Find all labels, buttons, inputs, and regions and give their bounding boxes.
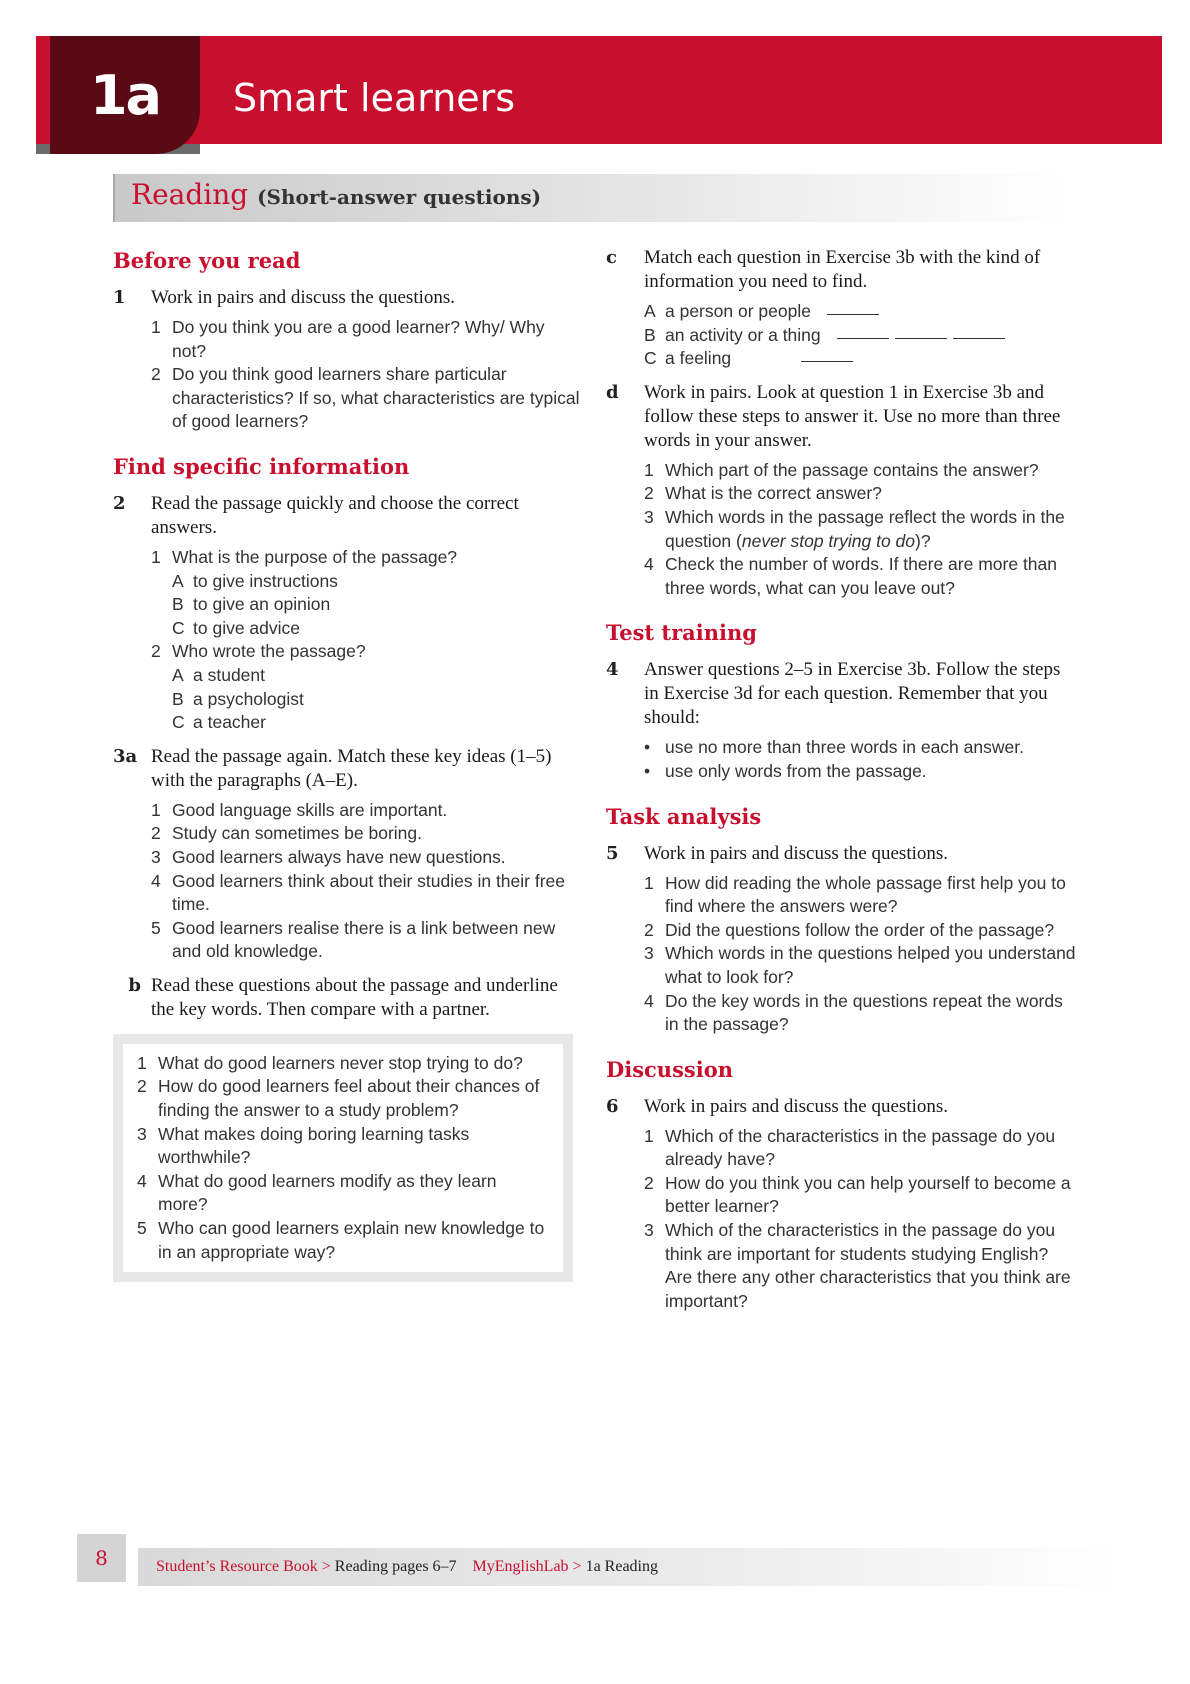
- item-text: Good learners always have new questions.: [172, 846, 506, 867]
- item-number: 3: [151, 846, 161, 867]
- item-number: 4: [644, 554, 654, 575]
- option-text: a psychologist: [193, 688, 304, 709]
- list-item: [644, 347, 1076, 371]
- exercise-number: 6: [606, 1095, 619, 1117]
- exercise-number: 5: [606, 842, 619, 864]
- box-question: [137, 1217, 549, 1264]
- exercise-2-items: [151, 546, 583, 735]
- item-text-wrap: [665, 506, 1076, 553]
- item-text: Good learners realise there is a link between new and old knowledge.: [172, 917, 556, 962]
- list-item: [644, 990, 1076, 1037]
- item-text: Did the questions follow the order of the passage?: [665, 919, 1055, 940]
- bullet-text: use only words from the passage.: [665, 760, 927, 781]
- list-item: [644, 872, 1076, 919]
- option: [172, 570, 583, 594]
- item-italic: never stop trying to do: [741, 530, 916, 551]
- bullet-item: [644, 760, 1076, 784]
- left-column: [113, 246, 583, 1282]
- option: [172, 711, 583, 735]
- exercise-3b: [113, 974, 583, 1022]
- item-number: 2: [137, 1076, 147, 1097]
- list-item: [644, 506, 1076, 553]
- list-item: [151, 846, 583, 870]
- list-item: [151, 640, 583, 664]
- answer-blank[interactable]: [827, 300, 879, 315]
- right-column: [606, 246, 1076, 1313]
- item-text: Who can good learners explain new knowledge to in an appropriate way?: [158, 1218, 545, 1262]
- item-text-after: )?: [915, 530, 931, 551]
- list-item: [644, 553, 1076, 600]
- list-item: [151, 363, 583, 434]
- option: [172, 688, 583, 712]
- item-number: 4: [644, 990, 654, 1011]
- list-item: [151, 546, 583, 570]
- item-number: 3: [644, 1220, 654, 1241]
- item-letter: B: [644, 324, 656, 345]
- item-text: Which of the characteristics in the passage do you already have?: [665, 1125, 1056, 1170]
- item-number: 2: [644, 919, 654, 940]
- list-item: [151, 316, 583, 363]
- item-text: a person or people: [665, 301, 811, 321]
- footer-breadcrumb: [138, 1548, 1118, 1586]
- option-letter: C: [172, 617, 185, 638]
- bullet-text: use no more than three words in each answer.: [665, 737, 1024, 758]
- item-letter: A: [644, 301, 656, 321]
- bullet-item: [644, 736, 1076, 760]
- exercise-number: 3a: [113, 745, 138, 767]
- item-text: What is the correct answer?: [665, 483, 882, 504]
- option: [172, 593, 583, 617]
- list-item: [151, 917, 583, 964]
- heading-task-analysis: Task analysis: [606, 803, 762, 829]
- unit-title: Smart learners: [233, 76, 516, 120]
- answer-blank[interactable]: [801, 347, 853, 362]
- item-number: 1: [151, 799, 161, 820]
- exercise-3d: [606, 381, 1076, 453]
- breadcrumb-myenglishlab[interactable]: MyEnglishLab: [472, 1558, 569, 1575]
- list-item: [644, 300, 1076, 324]
- exercise-5: [606, 842, 1076, 866]
- exercise-number: 1: [113, 287, 126, 308]
- option-text: to give instructions: [193, 570, 338, 591]
- item-number: 1: [644, 459, 654, 480]
- section-title: Reading: [131, 178, 249, 211]
- breadcrumb-resource-book[interactable]: Student’s Resource Book: [156, 1558, 318, 1575]
- exercise-3d-items: [644, 459, 1076, 601]
- exercise-instruction: Work in pairs and discuss the questions.: [151, 287, 456, 308]
- heading-find-specific: Find specific information: [113, 453, 410, 479]
- list-item: [644, 1125, 1076, 1172]
- exercise-6: [606, 1095, 1076, 1119]
- item-number: 2: [644, 483, 654, 504]
- box-question: [137, 1075, 549, 1122]
- option-letter: C: [172, 712, 185, 733]
- item-text: What do good learners never stop trying to do?: [158, 1052, 523, 1073]
- item-text: Which words in the passage reflect the words in the question (: [665, 506, 1065, 551]
- exercise-instruction: Answer questions 2–5 in Exercise 3b. Follow the steps in Exercise 3d for each question. Remember that you should:: [644, 659, 1061, 729]
- list-item: [644, 1172, 1076, 1219]
- option-letter: B: [172, 688, 184, 709]
- option-letter: A: [172, 570, 184, 591]
- item-text: Do you think you are a good learner? Why/ Why not?: [172, 317, 545, 361]
- item-number: 2: [644, 1172, 654, 1193]
- exercise-5-items: [644, 872, 1076, 1037]
- item-number: 1: [151, 317, 161, 337]
- exercise-number: 2: [113, 492, 126, 514]
- breadcrumb-separator: >: [572, 1558, 582, 1575]
- item-text: Which part of the passage contains the answer?: [665, 459, 1039, 480]
- exercise-3c-items: [644, 300, 1076, 371]
- exercise-1: [113, 286, 583, 310]
- list-item: [644, 459, 1076, 483]
- list-item: [644, 482, 1076, 506]
- section-subtitle: (Short-answer questions): [257, 185, 542, 209]
- exercise-6-items: [644, 1125, 1076, 1314]
- item-number: 3: [137, 1123, 147, 1144]
- list-item: [644, 324, 1076, 348]
- item-text: What do good learners modify as they learn more?: [158, 1170, 497, 1215]
- exercise-number: c: [606, 247, 617, 268]
- questions-box: [113, 1034, 573, 1282]
- box-question: [137, 1170, 549, 1217]
- item-number: 2: [151, 641, 161, 662]
- exercise-1-items: [151, 316, 583, 434]
- item-text: What is the purpose of the passage?: [172, 546, 458, 567]
- exercise-3c: [606, 246, 1076, 294]
- exercise-3a-items: [151, 799, 583, 964]
- item-text: Do you think good learners share particular characteristics? If so, what characteristics are typical of good learners?: [172, 364, 580, 432]
- option-text: to give an opinion: [193, 594, 331, 615]
- options: [172, 570, 583, 641]
- item-text: a feeling: [665, 348, 732, 369]
- item-text: an activity or a thing: [665, 324, 821, 345]
- item-text: Good learners think about their studies in their free time.: [172, 870, 565, 915]
- option-text: a student: [193, 664, 265, 685]
- item-number: 2: [151, 823, 161, 844]
- item-text: Good language skills are important.: [172, 799, 448, 820]
- item-text: How do you think you can help yourself to become a better learner?: [665, 1172, 1071, 1217]
- heading-test-training: Test training: [606, 620, 757, 646]
- option-letter: A: [172, 664, 184, 685]
- section-title-wrap: [131, 178, 541, 211]
- item-number: 1: [151, 546, 161, 567]
- item-letter: C: [644, 348, 657, 369]
- answer-blank[interactable]: [837, 324, 889, 339]
- exercise-4: [606, 658, 1076, 730]
- item-text: Who wrote the passage?: [172, 641, 366, 662]
- item-text: What makes doing boring learning tasks worthwhile?: [158, 1123, 470, 1168]
- unit-number: 1a: [50, 36, 200, 154]
- box-question: [137, 1123, 549, 1170]
- item-text: Which words in the questions helped you understand what to look for?: [665, 943, 1076, 987]
- list-item: [644, 919, 1076, 943]
- item-number: 5: [151, 917, 161, 938]
- exercise-instruction: Read these questions about the passage and underline the key words. Then compare with a partner.: [151, 974, 558, 1020]
- item-number: 5: [137, 1218, 147, 1239]
- item-number: 3: [644, 943, 654, 964]
- option-text: a teacher: [193, 712, 266, 733]
- item-number: 1: [644, 1125, 654, 1146]
- breadcrumb-1a-reading[interactable]: 1a Reading: [585, 1558, 658, 1575]
- bullet-icon: •: [644, 737, 651, 758]
- list-item: [151, 799, 583, 823]
- item-text: Which of the characteristics in the passage do you think are important for students studying English? Are there any other characteristics that you think are important?: [665, 1220, 1071, 1311]
- item-number: 1: [137, 1052, 147, 1073]
- option: [172, 617, 583, 641]
- item-number: 4: [151, 870, 161, 891]
- questions-box-inner: [123, 1044, 563, 1272]
- page-number: 8: [77, 1534, 126, 1582]
- option-text: to give advice: [193, 617, 301, 638]
- answer-blank[interactable]: [953, 324, 1005, 339]
- exercise-number: 4: [606, 659, 619, 681]
- item-text: Study can sometimes be boring.: [172, 823, 422, 844]
- exercise-number: d: [606, 381, 619, 403]
- item-number: 2: [151, 364, 161, 385]
- bullet-icon: •: [644, 760, 651, 781]
- item-number: 1: [644, 872, 654, 893]
- list-item: [644, 1219, 1076, 1313]
- list-item: [151, 870, 583, 917]
- option-letter: B: [172, 594, 184, 615]
- answer-blank[interactable]: [895, 324, 947, 339]
- exercise-instruction: Work in pairs. Look at question 1 in Exercise 3b and follow these steps to answer it. Use no more than three words in your answer.: [644, 381, 1061, 451]
- list-item: [151, 822, 583, 846]
- list-item: [644, 942, 1076, 989]
- heading-before-you-read: Before you read: [113, 248, 301, 273]
- box-question: [137, 1052, 549, 1076]
- heading-discussion: Discussion: [606, 1056, 733, 1082]
- options: [172, 664, 583, 735]
- header-banner: [36, 36, 1162, 144]
- section-bar: [113, 174, 1065, 222]
- item-text: How do good learners feel about their chances of finding the answer to a study problem?: [158, 1076, 540, 1121]
- exercise-instruction: Match each question in Exercise 3b with the kind of information you need to find.: [644, 247, 1041, 292]
- exercise-3a: [113, 745, 583, 793]
- item-text: How did reading the whole passage first help you to find where the answers were?: [665, 872, 1066, 917]
- exercise-instruction: Work in pairs and discuss the questions.: [644, 842, 949, 864]
- item-text: Do the key words in the questions repeat the words in the passage?: [665, 990, 1063, 1035]
- exercise-2: [113, 492, 583, 540]
- breadcrumb-reading-pages[interactable]: Reading pages 6–7: [334, 1558, 457, 1575]
- option: [172, 664, 583, 688]
- item-text: Check the number of words. If there are more than three words, what can you leave out?: [665, 554, 1057, 598]
- exercise-instruction: Read the passage again. Match these key ideas (1–5) with the paragraphs (A–E).: [151, 745, 552, 791]
- breadcrumb-separator: >: [321, 1558, 331, 1575]
- item-number: 3: [644, 506, 654, 527]
- exercise-number: b: [128, 974, 141, 996]
- item-number: 4: [137, 1170, 147, 1191]
- exercise-instruction: Work in pairs and discuss the questions.: [644, 1095, 949, 1117]
- exercise-instruction: Read the passage quickly and choose the correct answers.: [151, 492, 519, 538]
- exercise-4-bullets: [644, 736, 1076, 783]
